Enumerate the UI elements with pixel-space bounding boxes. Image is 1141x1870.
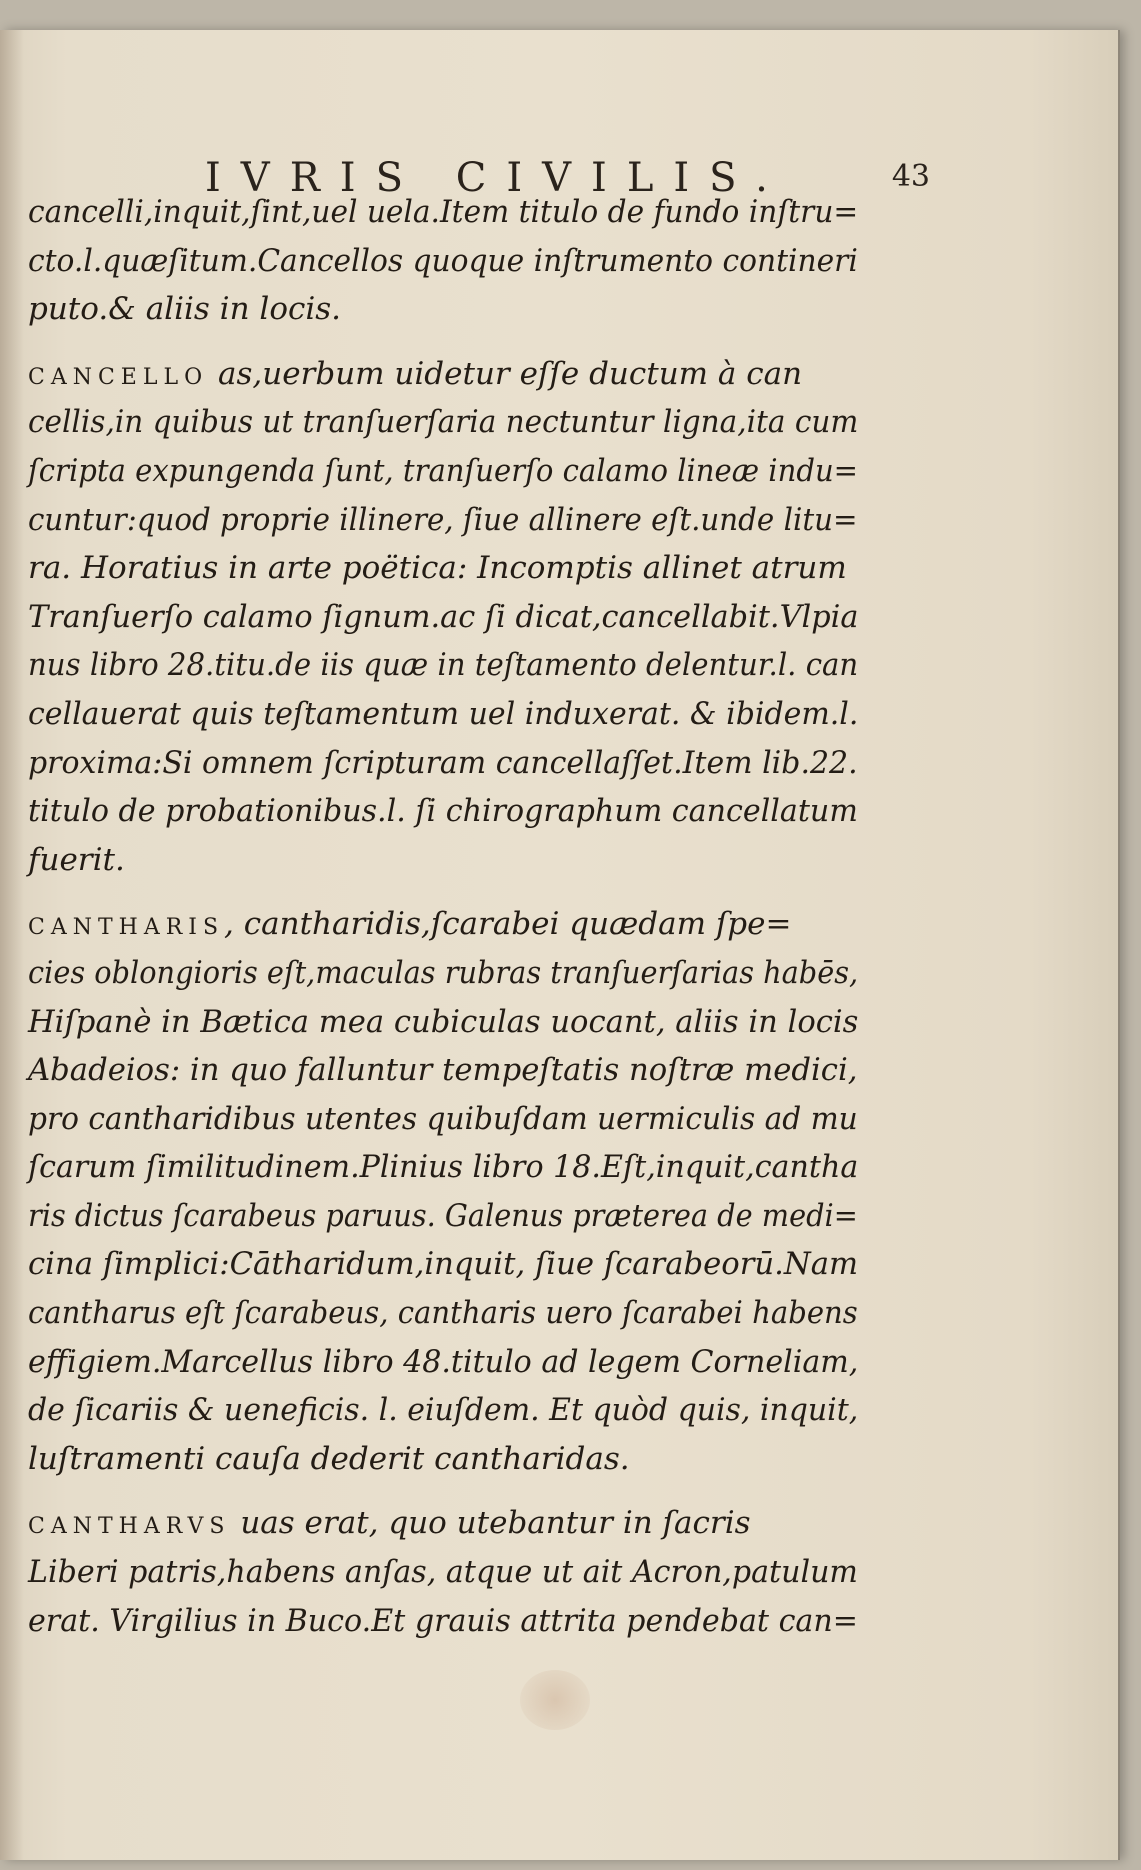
paragraph (28, 1499, 858, 1645)
text-line (28, 1143, 859, 1192)
line-text: cellis,in quibus ut tranſuerſaria nectuntur ligna,ita cum (28, 404, 859, 441)
paper-stain (520, 1670, 590, 1730)
line-text: proxima:Si omnem ſcripturam cancellaſſet.Item lib.22. (28, 744, 858, 781)
spine-shadow (0, 30, 24, 1860)
text-line (28, 1289, 858, 1338)
paragraph-gap (28, 1483, 858, 1499)
line-text: cuntur:quod proprie illinere, ſiue allinere eſt.unde litu= (28, 501, 858, 538)
line-text: Hiſpanè in Bætica mea cubiculas uocant, aliis in locis (28, 1003, 859, 1040)
page-number: 43 (891, 159, 930, 194)
line-text: Tranſuerſo calamo ſignum.ac ſi dicat,cancellabit.Vlpia (28, 598, 859, 635)
text-line (28, 949, 859, 998)
line-text: Abadeios: in quo falluntur tempeſtatis noſtræ medici, (28, 1052, 858, 1089)
running-head-title: IVRIS CIVILIS. (205, 155, 788, 201)
line-text: effigiem.Marcellus libro 48.titulo ad legem Corneliam, (28, 1343, 859, 1380)
line-text: erat. Virgilius in Buco.Et grauis attrita pendebat can= (28, 1602, 858, 1639)
text-line (28, 900, 858, 949)
text-line (28, 447, 859, 496)
paragraph-gap (28, 884, 858, 900)
text-line (28, 1095, 858, 1144)
line-text: cantharus eſt ſcarabeus, cantharis uero ſcarabei habens (28, 1295, 858, 1332)
line-text: puto.& aliis in locis. (28, 291, 342, 328)
line-text: as,uerbum uidetur eſſe ductum à can (208, 355, 803, 392)
line-text: cies oblongioris eſt,maculas rubras tranſuerſarias habēs, (28, 954, 859, 991)
line-text: , cantharidis,ſcarabei quædam ſpe= (224, 906, 792, 943)
entry-lemma: CANTHARIS (28, 915, 225, 941)
text-line (28, 1548, 858, 1597)
paragraph (28, 350, 858, 885)
line-text: Liberi patris,habens anſas, atque ut ait Acron,patulum (28, 1554, 858, 1591)
text-line (28, 496, 858, 545)
text-line (28, 836, 858, 885)
text-line (28, 641, 859, 690)
line-text: cina ſimplici:Cātharidum,inquit, ſiue ſcarabeorū.Nam (28, 1246, 859, 1283)
running-head (30, 125, 1090, 201)
line-text: uas erat, quo utebantur in ſacris (230, 1505, 751, 1542)
line-text: luſtramenti cauſa dederit cantharidas. (28, 1440, 630, 1477)
paragraph (28, 188, 858, 334)
line-text: titulo de probationibus.l. ſi chirographum cancellatum (28, 793, 858, 830)
text-line (28, 1386, 859, 1435)
text-line (28, 188, 859, 237)
text-line (28, 285, 858, 334)
text-line (28, 690, 859, 739)
book-page (0, 30, 1118, 1860)
line-text: nus libro 28.titu.de iis quæ in teſtamento delentur.l. can (28, 647, 859, 684)
line-text: ra. Horatius in arte poëtica: Incomptis allinet atrum (28, 550, 847, 587)
line-text: cto.l.quæſitum.Cancellos quoque inſtrumento contineri (28, 242, 858, 279)
text-line (28, 998, 859, 1047)
text-line (28, 1240, 859, 1289)
line-text: de ſicariis & ueneficis. l. eiuſdem. Et quòd quis, inquit, (28, 1392, 859, 1429)
text-line (28, 1435, 858, 1484)
text-line (28, 350, 858, 399)
text-line (28, 787, 858, 836)
paragraph (28, 900, 858, 1483)
text-line (28, 237, 858, 286)
text-line (28, 593, 859, 642)
line-text: ſcarum ſimilitudinem.Plinius libro 18.Eſt,inquit,cantha (28, 1149, 859, 1186)
text-block (28, 188, 858, 1645)
line-text: pro cantharidibus utentes quibuſdam uermiculis ad mu (28, 1100, 858, 1137)
line-text: fuerit. (28, 841, 125, 878)
text-line (28, 739, 858, 788)
text-line (28, 1192, 858, 1241)
text-line (28, 1338, 859, 1387)
line-text: ris dictus ſcarabeus paruus. Galenus præterea de medi= (28, 1197, 858, 1234)
text-line (28, 544, 858, 593)
text-line (28, 1499, 858, 1548)
text-line (28, 398, 859, 447)
text-line (28, 1046, 858, 1095)
line-text: cellauerat quis teſtamentum uel induxerat. & ibidem.l. (28, 695, 859, 732)
entry-lemma: CANCELLO (28, 364, 209, 390)
paragraph-gap (28, 334, 858, 350)
text-line (28, 1597, 858, 1646)
line-text: ſcripta expungenda ſunt, tranſuerſo calamo lineæ indu= (28, 452, 859, 489)
line-text: cancelli,inquit,ſint,uel uela.Item titulo de fundo inſtru= (28, 194, 859, 230)
entry-lemma: CANTHARVS (28, 1514, 231, 1540)
